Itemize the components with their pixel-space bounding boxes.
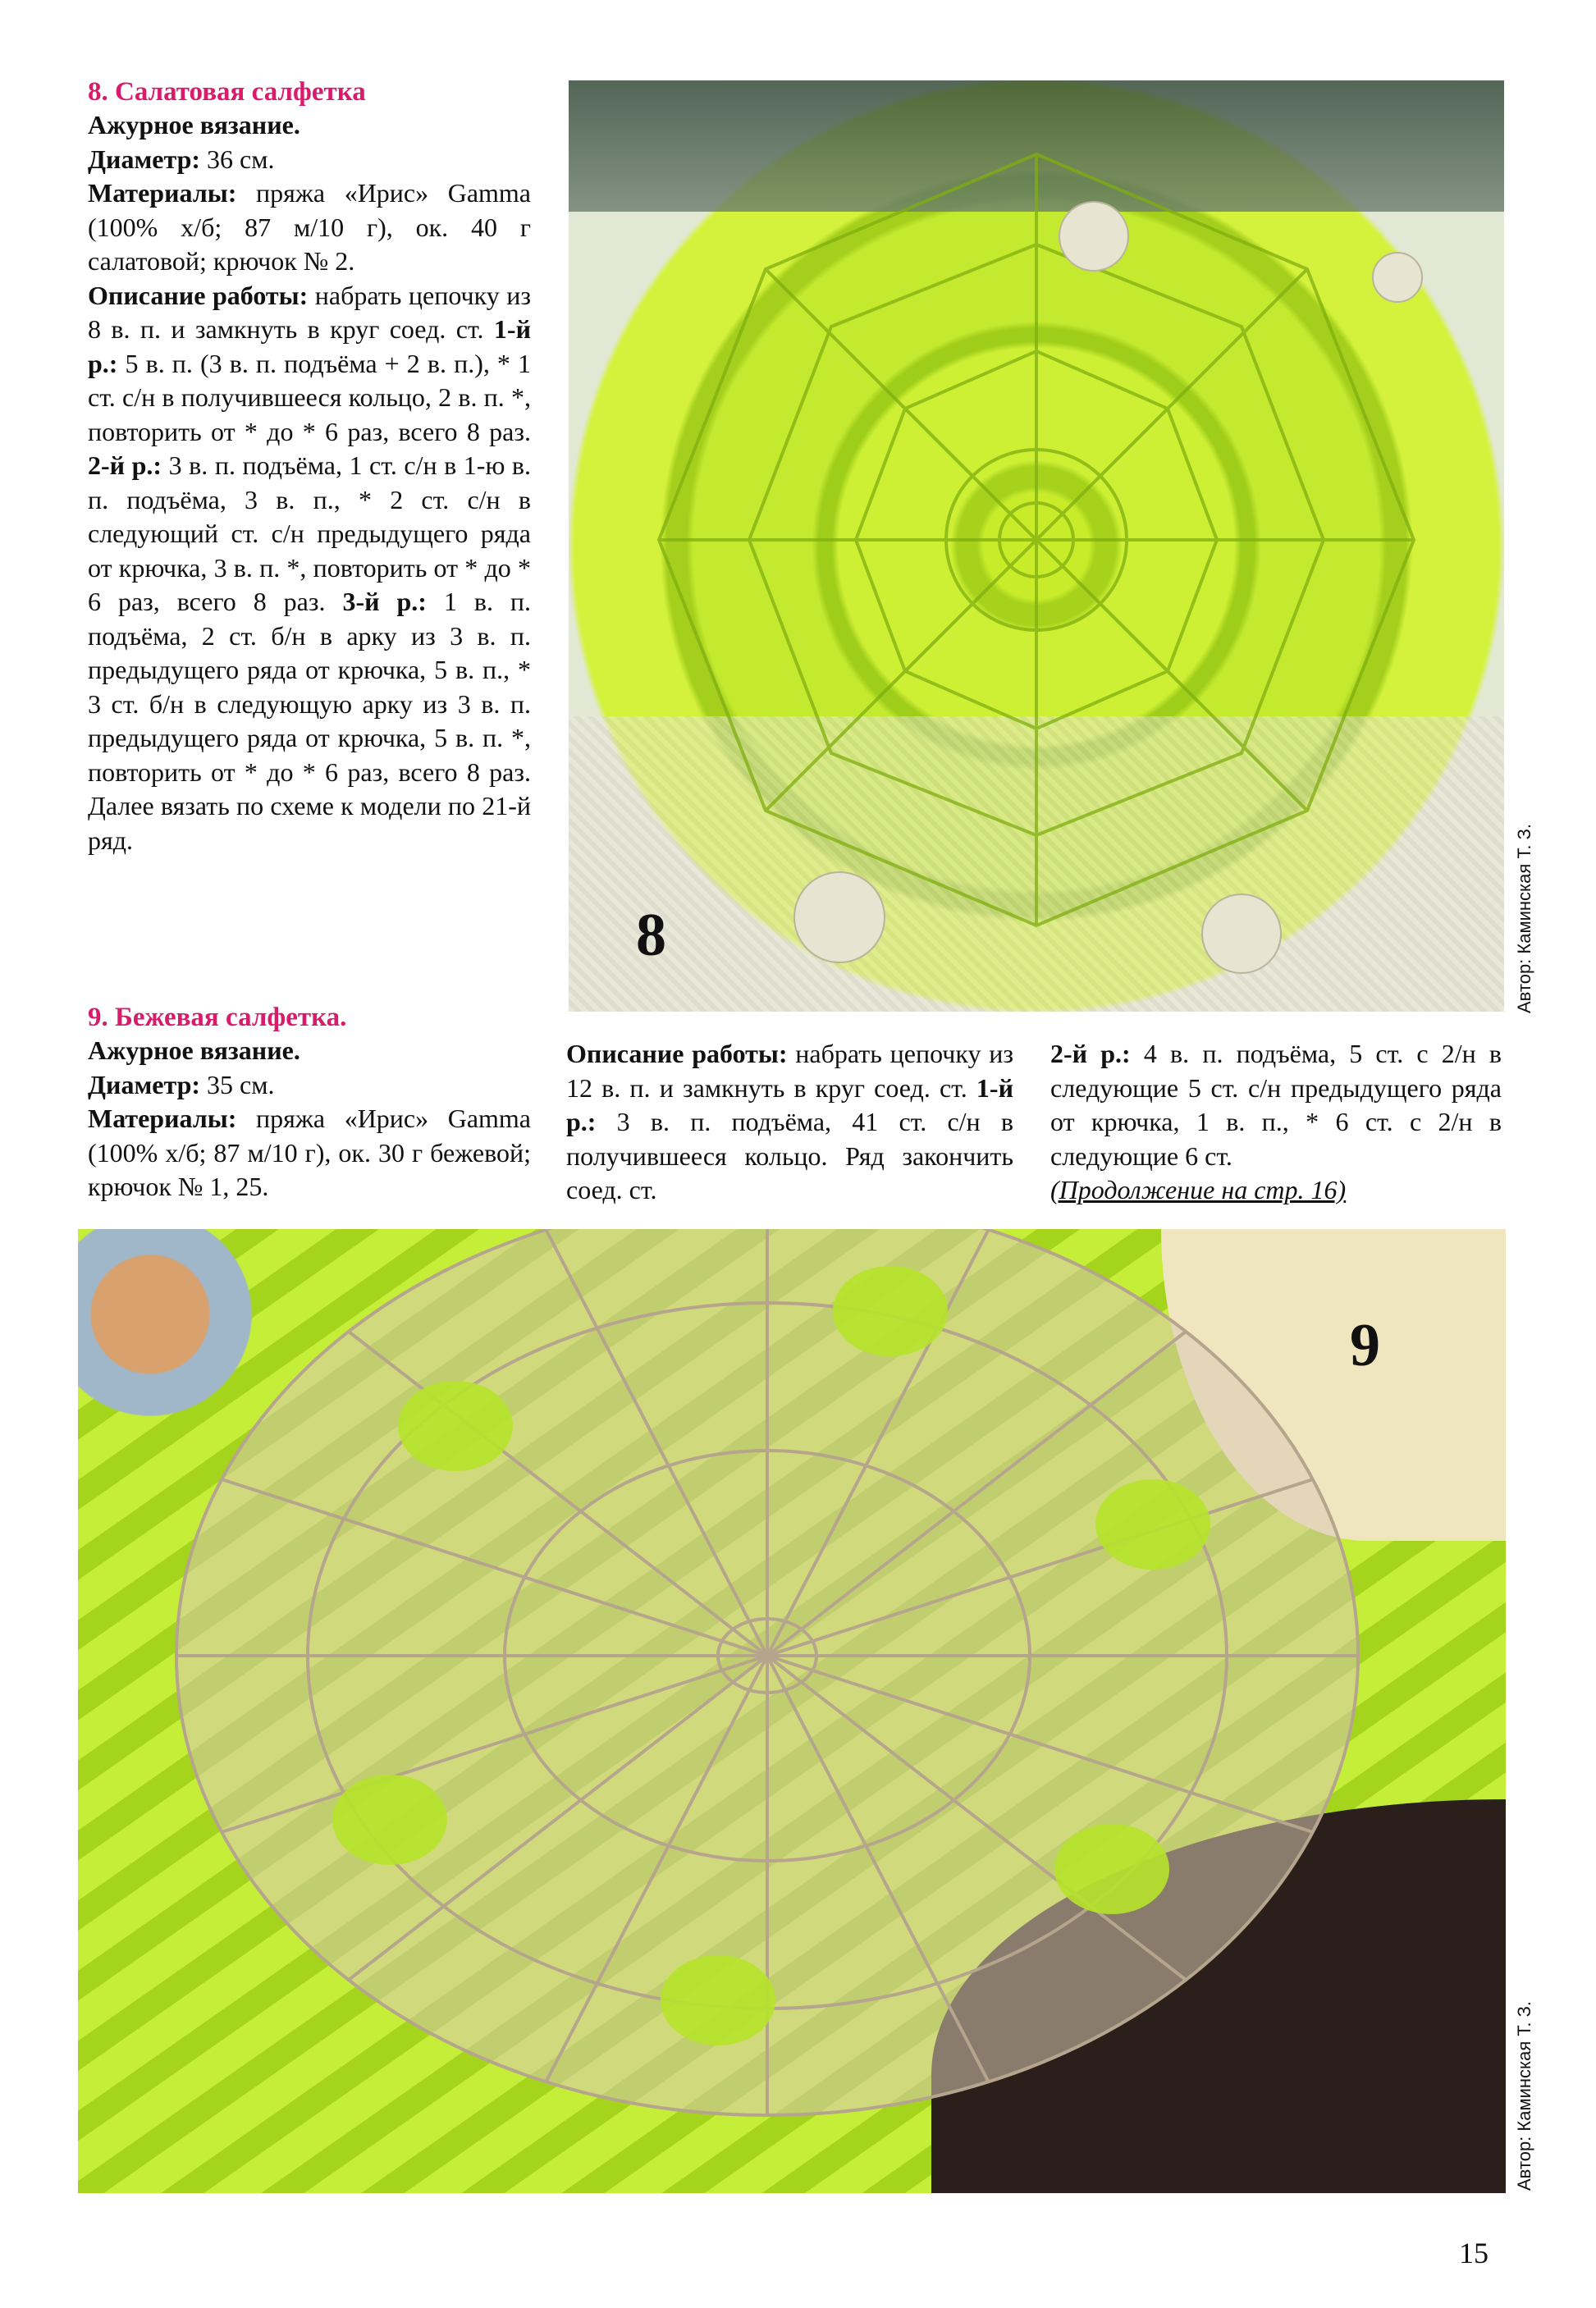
section-9-specs xyxy=(88,1034,531,1204)
diameter-label: Диаметр: xyxy=(88,1069,201,1099)
row2-text: 4 в. п. подъёма, 5 ст. с 2/н в следующие 5 ст. с/н предыдущего ряда от крючка, 1 в. п., * 6 ст. с 2/н в следующие 6 ст. xyxy=(1050,1039,1502,1171)
diameter-value: 36 см. xyxy=(200,144,275,174)
materials-label: Материалы: xyxy=(88,178,237,208)
section-8-text xyxy=(88,75,531,857)
description-label: Описание работы: xyxy=(88,280,309,310)
photo-8-author: Автор: Каминская Т. З. xyxy=(1514,823,1534,1013)
row1-text: 5 в. п. (3 в. п. подъёма + 2 в. п.), * 1 ст. с/н в получившееся кольцо, 2 в. п. *, повторить от * до * 6 раз, всего 8 раз. xyxy=(88,348,531,446)
description-text: набрать цепочку из 8 в. п. и замкнуть в круг соед. ст. xyxy=(88,280,532,344)
page-number: 15 xyxy=(1459,2237,1489,2269)
photo-9-author: Автор: Каминская Т. З. xyxy=(1514,2000,1534,2191)
row1-label: 1-й р.: xyxy=(566,1072,1013,1136)
row1-text: 3 в. п. подъёма, 41 ст. с/н в получившееся кольцо. Ряд закончить соед. ст. xyxy=(566,1107,1013,1204)
materials-text: пряжа «Ирис» Gamma (100% х/б; 87 м/10 г), ок. 40 г салатовой; крючок № 2. xyxy=(88,178,531,276)
photo-8-green-doily xyxy=(569,80,1504,1012)
photo-9-number: 9 xyxy=(1350,1312,1380,1379)
diameter-label: Диаметр: xyxy=(88,144,201,174)
materials-text: пряжа «Ирис» Gamma (100% х/б; 87 м/10 г), ок. 30 г бежевой; крючок № 1, 25. xyxy=(88,1104,531,1201)
row1-label: 1-й р.: xyxy=(88,314,531,378)
description-text: набрать цепочку из 12 в. п. и замкнуть в круг соед. ст. xyxy=(566,1039,1014,1103)
materials-label: Материалы: xyxy=(88,1104,237,1133)
description-label: Описание работы: xyxy=(566,1039,788,1068)
technique: Ажурное вязание. xyxy=(88,110,300,139)
section-9-description-col1 xyxy=(566,1037,1013,1208)
photo-8-number: 8 xyxy=(636,902,666,969)
row2-text: 3 в. п. подъёма, 1 ст. с/н в 1-ю в. п. подъёма, 3 в. п., * 2 ст. с/н в следующий ст. с/н предыдущего ряда от крючка, 3 в. п. *, повторить от * до * 6 раз, всего 8 раз. xyxy=(88,450,532,616)
continuation-link[interactable]: (Продолжение на стр. 16) xyxy=(1050,1175,1347,1204)
row2-label: 2-й р.: xyxy=(1050,1039,1131,1068)
photo-9-beige-doily xyxy=(78,1229,1506,2193)
section-9-description-col2 xyxy=(1050,1037,1502,1208)
row3-label: 3-й р.: xyxy=(342,587,427,616)
doily-8-pattern xyxy=(569,80,1504,1012)
section-8-title: 8. Салатовая салфетка xyxy=(88,77,366,107)
section-9-header xyxy=(88,1001,531,1204)
doily-9-pattern xyxy=(78,1229,1506,2193)
diameter-value: 35 см. xyxy=(200,1069,275,1099)
row2-label: 2-й р.: xyxy=(88,450,162,480)
technique: Ажурное вязание. xyxy=(88,1035,300,1065)
row3-text: 1 в. п. подъёма, 2 ст. б/н в арку из 3 в. п. предыдущего ряда от крючка, 5 в. п., * 3 ст. б/н в следующую арку из 3 в. п. предыдущего ряда от крючка, 5 в. п. *, повторить от * до * 6 раз, всего 8 раз. Далее вязать по схеме к модели по 21-й ряд. xyxy=(88,587,532,855)
section-8-body xyxy=(88,108,531,857)
section-9-title: 9. Бежевая салфетка. xyxy=(88,1003,347,1032)
